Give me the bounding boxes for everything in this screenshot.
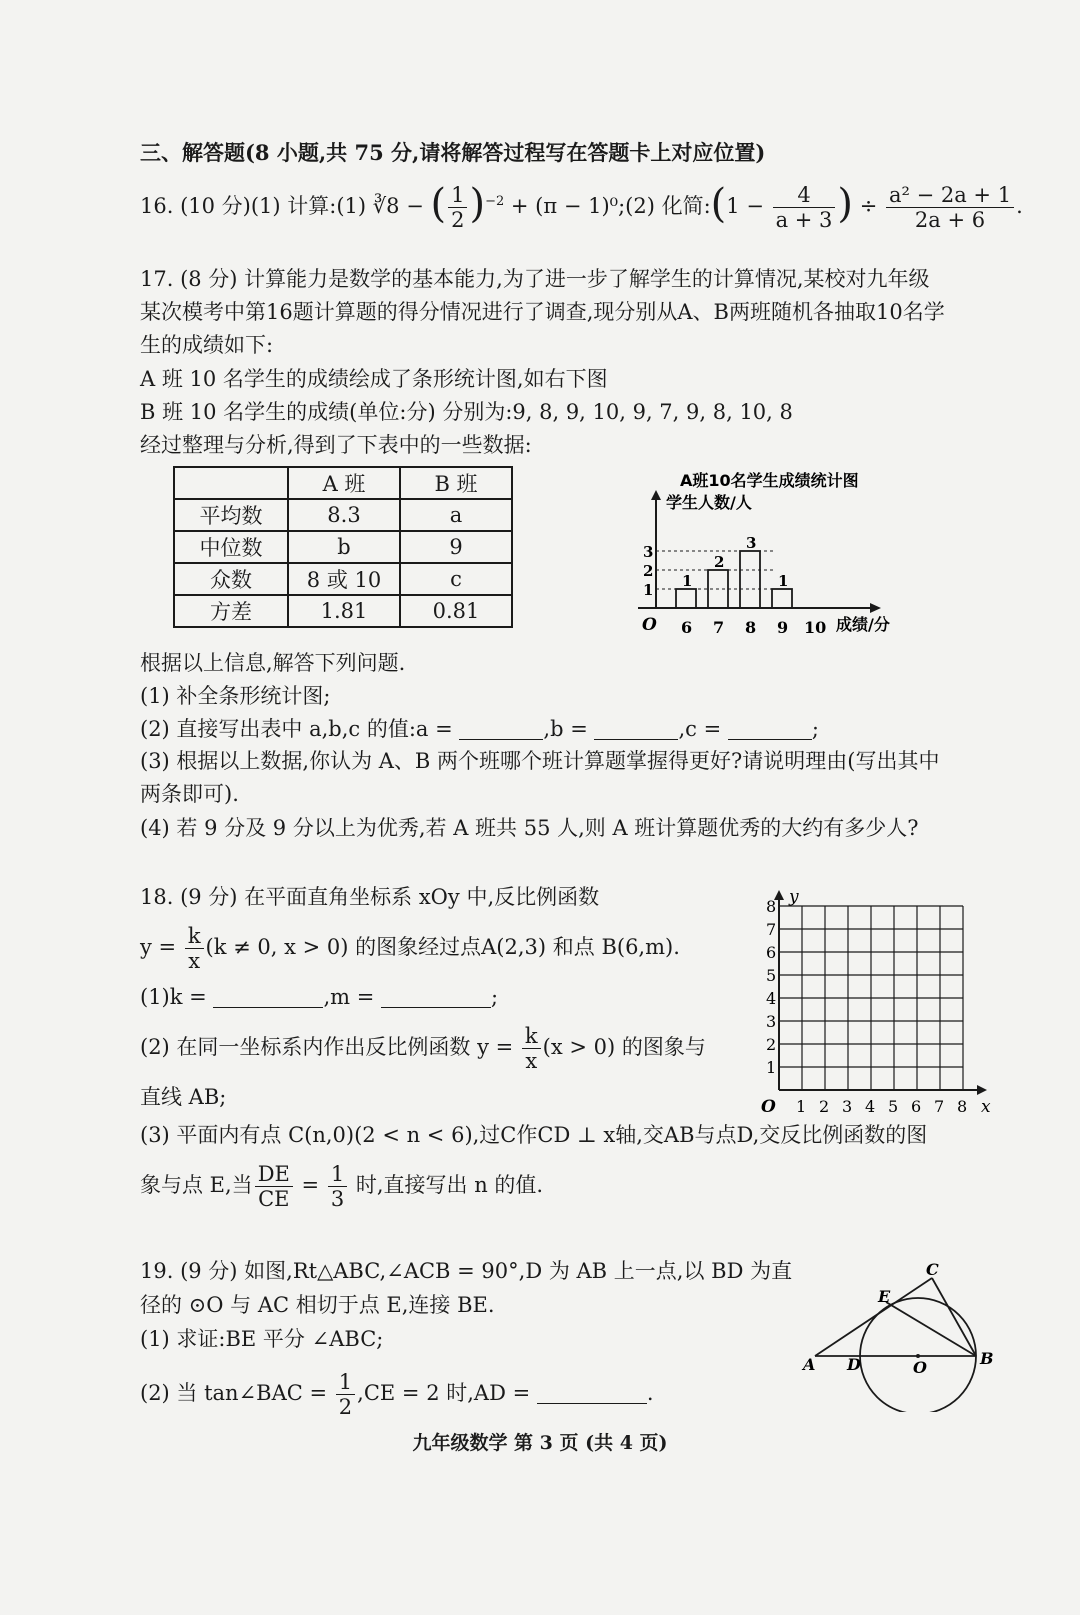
x-tick-label: 3: [842, 1097, 853, 1116]
x-tick-label: 9: [777, 618, 789, 637]
bar-data-label: 3: [746, 534, 757, 552]
y-tick-label: 1: [766, 1058, 777, 1077]
q18-line-2: y = $\frac{k}{x}$ (k ≠ 0, x > 0) 的图象经过点A(2,3) 和点 B(6,m).: [140, 924, 680, 973]
x-tick-label: 2: [819, 1097, 830, 1116]
q19-part-1: (1) 求证:BE 平分 ∠ABC;: [140, 1327, 384, 1351]
bar-data-label: 2: [714, 553, 725, 571]
x-tick-label: 8: [957, 1097, 968, 1116]
q17-after: 根据以上信息,解答下列问题.: [140, 651, 406, 675]
y-tick-label: 8: [766, 897, 777, 916]
label-c: C: [926, 1260, 939, 1279]
x-tick-label: 8: [745, 618, 757, 637]
x-tick-label: 4: [865, 1097, 876, 1116]
chart-xlabel: 成绩/分: [836, 615, 890, 634]
q18-part-2-line-2: 直线 AB;: [140, 1085, 227, 1109]
q17-part-2: (2) 直接写出表中 a,b,c 的值:a = ,b = ,c = ;: [140, 717, 819, 741]
q18-line-1: 18. (9 分) 在平面直角坐标系 xOy 中,反比例函数: [140, 885, 600, 909]
answer-blank-m[interactable]: [381, 985, 491, 1008]
q18-part-3-line-2: 象与点 E,当 $\frac{DE}{CE}$ = $\frac{1}{3}$ 时,直接写出 n 的值.: [140, 1162, 544, 1211]
y-tick-label: 3: [643, 543, 654, 561]
x-axis-arrow: [870, 603, 881, 613]
y-tick-label: 2: [643, 562, 654, 580]
x-tick-label: 1: [796, 1097, 807, 1116]
table-row: 众数 8 或 10 c: [174, 563, 512, 595]
q17-line-3: 生的成绩如下:: [140, 333, 274, 357]
label-o: O: [913, 1358, 927, 1377]
q19-part-2: (2) 当 tan∠BAC = $\frac{1}{2}$ ,CE = 2 时,AD = .: [140, 1370, 654, 1419]
q17-line-5: B 班 10 名学生的成绩(单位:分) 分别为:9, 8, 9, 10, 9, 7, 9, 8, 10, 8: [140, 400, 793, 424]
x-tick-label: 5: [888, 1097, 899, 1116]
question-16: 16. (10 分)(1) 计算:(1) ∛8 − ( $\frac{1}{2}$ )$^{-2}$ + (π − 1)⁰;(2) 化简:(1 − $\frac{4}{a + 3}$ ) ÷ $\frac{\text{a² − 2a + 1}}{2a + 6}$ .: [140, 180, 1023, 232]
y-axis-label: y: [789, 887, 799, 907]
answer-blank-b[interactable]: [594, 717, 678, 740]
y-tick-label: 6: [766, 943, 777, 962]
y-tick-label: 3: [766, 1012, 777, 1031]
answer-blank-k[interactable]: [213, 985, 323, 1008]
q17-part-3-line-1: (3) 根据以上数据,你认为 A、B 两个班哪个班计算题掌握得更好?请说明理由(写出其中: [140, 749, 940, 773]
segment-be: [886, 1302, 976, 1356]
y-tick-label: 4: [766, 989, 777, 1008]
table-row: 平均数 8.3 a: [174, 499, 512, 531]
geometry-figure: [795, 1252, 1005, 1412]
q17-line-6: 经过整理与分析,得到了下表中的一些数据:: [140, 433, 532, 457]
label-d: D: [847, 1355, 861, 1374]
q17-part-4: (4) 若 9 分及 9 分以上为优秀,若 A 班共 55 人,则 A 班计算题优秀的大约有多少人?: [140, 816, 919, 840]
stats-table: [173, 466, 513, 628]
label-e: E: [878, 1287, 891, 1306]
q19-line-2: 径的 ⊙O 与 AC 相切于点 E,连接 BE.: [140, 1293, 495, 1317]
label-a: A: [803, 1355, 816, 1374]
q17-part-1: (1) 补全条形统计图;: [140, 684, 331, 708]
x-tick-label: 6: [911, 1097, 922, 1116]
chart-ylabel: 学生人数/人: [666, 493, 752, 512]
q17-part-3-line-2: 两条即可).: [140, 782, 239, 806]
table-row: A 班 B 班: [174, 467, 512, 499]
x-tick-label: 10: [804, 618, 827, 637]
origin-label: O: [761, 1097, 776, 1117]
table-row: 中位数 b 9: [174, 531, 512, 563]
y-tick-label: 5: [766, 966, 777, 985]
x-axis-arrow: [977, 1085, 987, 1095]
table-row: 方差 1.81 0.81: [174, 595, 512, 627]
y-tick-label: 2: [766, 1035, 777, 1054]
answer-blank-ad[interactable]: [537, 1381, 647, 1404]
q19-line-1: 19. (9 分) 如图,Rt△ABC,∠ACB = 90°,D 为 AB 上一点,以 BD 为直: [140, 1259, 793, 1283]
label-b: B: [980, 1349, 994, 1368]
q17-line-2: 某次模考中第16题计算题的得分情况进行了调查,现分别从A、B两班随机各抽取10名学: [140, 300, 945, 324]
bar-chart: [620, 462, 920, 642]
page-footer: 九年级数学 第 3 页 (共 4 页): [412, 1432, 668, 1454]
segment-cb: [932, 1278, 976, 1356]
section-title: 三、解答题(8 小题,共 75 分,请将解答过程写在答题卡上对应位置): [140, 140, 766, 165]
chart-title: A班10名学生成绩统计图: [680, 471, 859, 490]
q18-part-3-line-1: (3) 平面内有点 C(n,0)(2 < n < 6),过C作CD ⊥ x轴,交AB与点D,交反比例函数的图: [140, 1123, 928, 1147]
q17-line-1: 17. (8 分) 计算能力是数学的基本能力,为了进一步了解学生的计算情况,某校对九年级: [140, 267, 930, 291]
answer-blank-a[interactable]: [459, 717, 543, 740]
q18-part-1: (1)k = ,m = ;: [140, 985, 499, 1009]
y-tick-label: 7: [766, 920, 777, 939]
q17-line-4: A 班 10 名学生的成绩绘成了条形统计图,如右下图: [140, 367, 608, 391]
bar-data-label: 1: [778, 572, 789, 590]
bar: [772, 589, 792, 608]
x-tick-label: 7: [934, 1097, 945, 1116]
x-axis-label: x: [981, 1097, 991, 1117]
bar: [676, 589, 696, 608]
answer-blank-c[interactable]: [728, 717, 812, 740]
q18-part-2: (2) 在同一坐标系内作出反比例函数 y = $\frac{k}{x}$ (x > 0) 的图象与: [140, 1024, 706, 1073]
y-axis-arrow: [651, 490, 661, 500]
coordinate-grid: [755, 882, 1000, 1118]
chart-origin: O: [642, 615, 657, 635]
x-tick-label: 6: [681, 618, 693, 637]
bar-data-label: 1: [682, 572, 693, 590]
bar: [740, 551, 760, 608]
segment-ac: [815, 1278, 932, 1356]
y-tick-label: 1: [643, 581, 654, 599]
x-tick-label: 7: [713, 618, 725, 637]
